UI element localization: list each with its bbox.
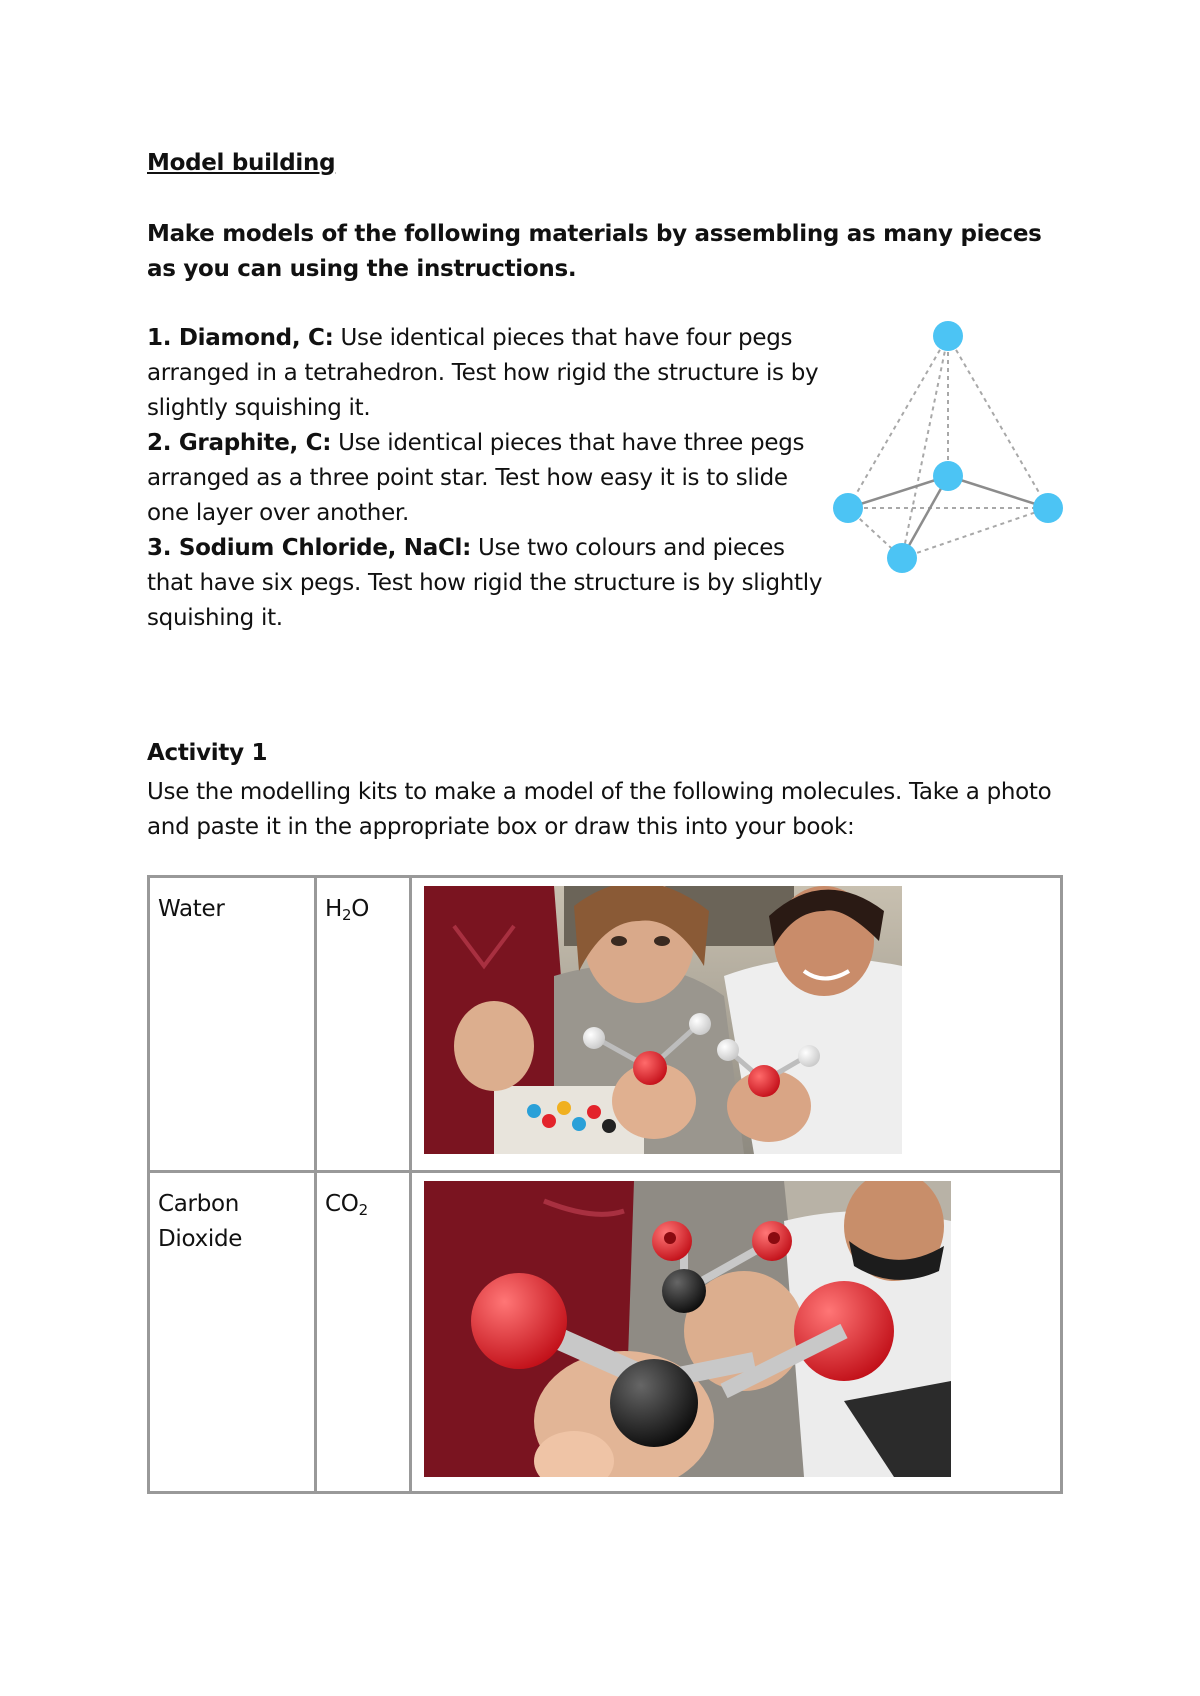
list-item — [147, 426, 827, 531]
photo-cell[interactable] — [411, 877, 1062, 1172]
photo-cell[interactable] — [411, 1172, 1062, 1493]
page-heading: Model building — [147, 150, 336, 176]
atom-left — [833, 493, 863, 523]
materials-list — [147, 321, 827, 636]
atom-center — [933, 461, 963, 491]
carbon-dioxide-model-photo — [424, 1181, 951, 1477]
intro-instructions: Make models of the following materials by assembling as many pieces as you can using the instructions. — [147, 221, 1042, 282]
atom-front — [887, 543, 917, 573]
item-text: Use identical pieces that have four pegs arranged in a tetrahedron. Test how rigid the structure is by slightly squishing it. — [147, 325, 819, 421]
item-label: 3. Sodium Chloride, NaCl: — [147, 535, 472, 561]
item-label: 1. Diamond, C: — [147, 325, 334, 351]
activity-title: Activity 1 — [147, 740, 268, 766]
table-row — [149, 1172, 1062, 1493]
list-item — [147, 321, 827, 426]
tetrahedron-diagram — [830, 318, 1080, 578]
atom-top — [933, 321, 963, 351]
atom-right — [1033, 493, 1063, 523]
molecule-formula: $CO_2$ — [316, 1172, 411, 1493]
item-label: 2. Graphite, C: — [147, 430, 332, 456]
molecule-table — [147, 875, 1063, 1494]
item-text: Use identical pieces that have three pegs arranged as a three point star. Test how easy it is to slide one layer over another. — [147, 430, 805, 526]
molecule-name: Water — [149, 877, 316, 1172]
molecule-name: Carbon Dioxide — [149, 1172, 316, 1493]
item-text: Use two colours and pieces that have six pegs. Test how rigid the structure is by slightly squishing it. — [147, 535, 823, 631]
list-item — [147, 531, 827, 636]
activity-instructions: Use the modelling kits to make a model of the following molecules. Take a photo and paste it in the appropriate box or draw this into your book: — [147, 779, 1052, 840]
molecule-formula: $H_2O$ — [316, 877, 411, 1172]
table-row — [149, 877, 1062, 1172]
water-model-photo — [424, 886, 902, 1154]
